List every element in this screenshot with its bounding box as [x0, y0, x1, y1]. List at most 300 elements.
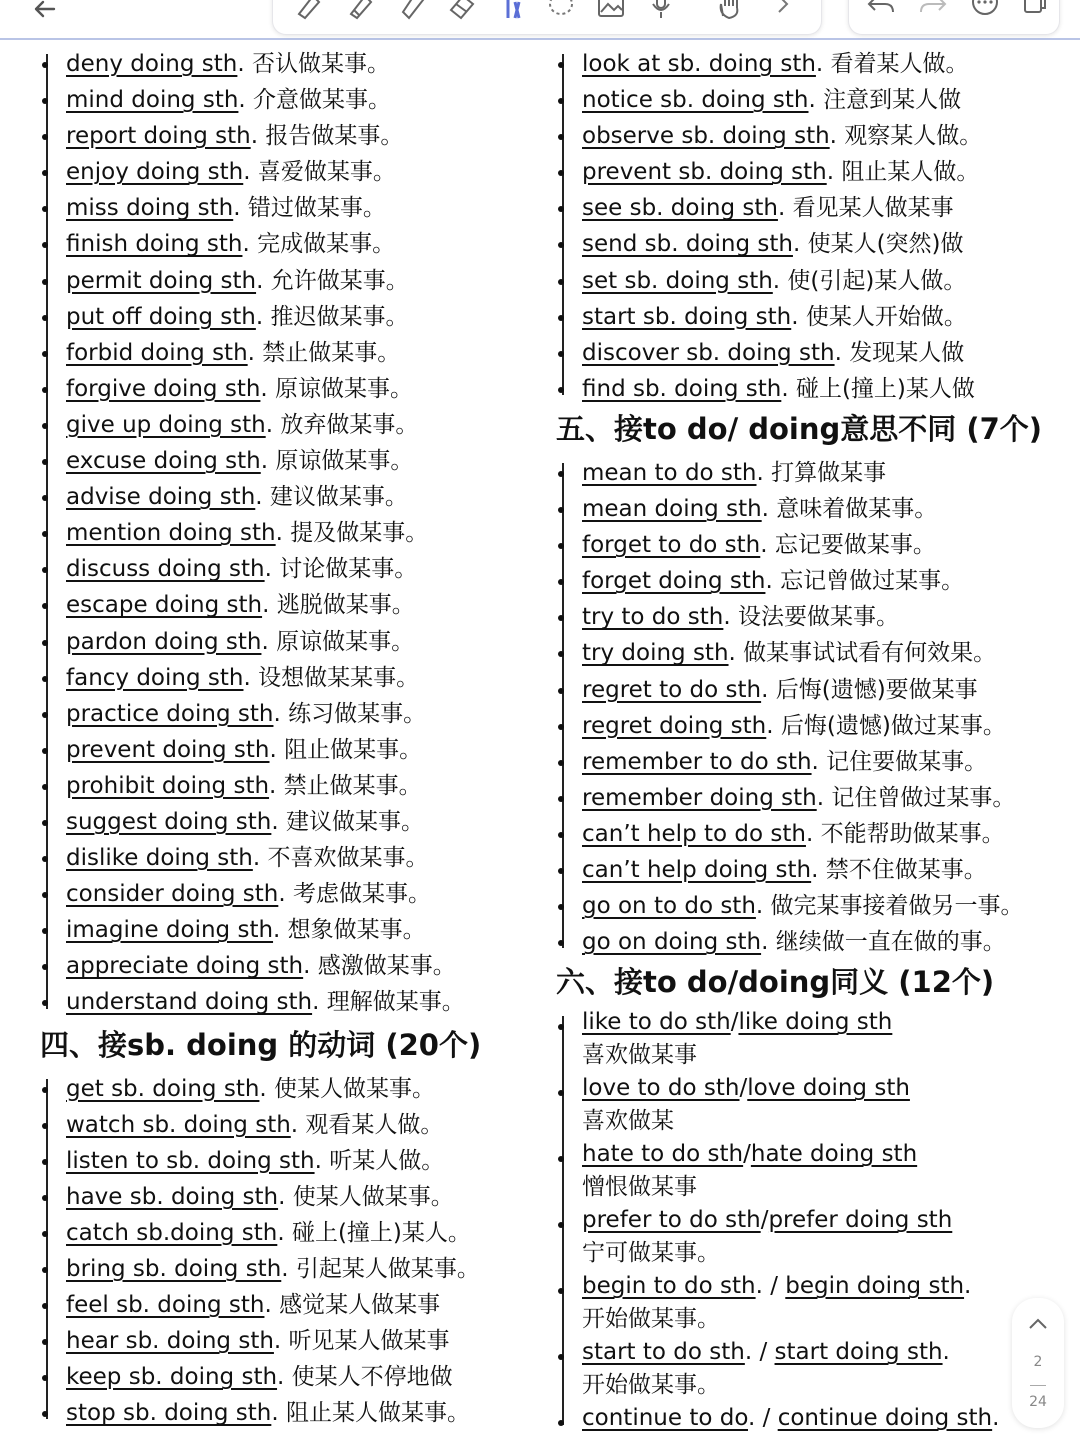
pair-separator: . /: [744, 1339, 775, 1366]
list-item: [66, 477, 540, 513]
separator: .: [808, 87, 824, 114]
section-4-heading: 四、接sb. doing 的动词 (20个): [40, 1027, 482, 1062]
sb-doing-verbs-list: [40, 1069, 540, 1430]
phrase-term: stop sb. doing sth: [66, 1400, 272, 1427]
separator: .: [264, 1292, 280, 1319]
phrase-term: practice doing sth: [66, 700, 274, 727]
separator: .: [256, 267, 271, 294]
separator: .: [260, 448, 276, 475]
highlighter-icon[interactable]: [395, 0, 427, 20]
separator: .: [277, 1364, 292, 1391]
separator: .: [756, 459, 772, 486]
phrase-term: forgive doing sth: [66, 375, 261, 402]
phrase-term: have sb. doing sth: [66, 1183, 279, 1210]
chinese-meaning: 记住要做某事。: [826, 748, 988, 775]
list-item: [66, 1285, 540, 1321]
separator: .: [281, 1256, 296, 1282]
chinese-meaning: 喜欢做某事: [582, 1042, 697, 1069]
separator: .: [269, 772, 284, 799]
page-indicator[interactable]: [1012, 1298, 1064, 1428]
phrase-term: keep sb. doing sth: [66, 1364, 278, 1391]
phrase-term: go on doing sth: [582, 929, 762, 956]
chinese-meaning: 错过做某事。: [247, 195, 386, 222]
list-item: [582, 742, 1066, 778]
chinese-meaning: 逃脱做某事。: [276, 592, 415, 619]
separator: .: [781, 375, 796, 402]
doing-verbs-list: [40, 44, 540, 1019]
phrase-term: try to do sth: [582, 604, 724, 631]
separator: .: [728, 640, 744, 667]
list-item: [582, 886, 1066, 922]
phrase-term: mean doing sth: [582, 496, 762, 523]
list-item: [582, 188, 1066, 224]
chinese-meaning: 感激做某事。: [317, 953, 456, 980]
phrase-term: enjoy doing sth: [66, 159, 244, 186]
list-item: [66, 946, 540, 982]
phrase-term: consider doing sth: [66, 881, 279, 908]
chinese-meaning: 完成做某事。: [257, 231, 396, 258]
phrase-term: catch sb.doing sth: [66, 1219, 278, 1246]
pair-separator: /: [743, 1141, 751, 1168]
list-item: [66, 152, 540, 188]
separator: .: [278, 881, 293, 908]
chinese-meaning: 憎恨做某事: [582, 1174, 697, 1201]
phrase-term: can’t help to do sth: [582, 820, 806, 847]
phrase-term: watch sb. doing sth: [66, 1111, 291, 1138]
list-item: [66, 766, 540, 802]
phrase-term: put off doing sth: [66, 303, 256, 330]
chinese-meaning: 不喜欢做某事。: [267, 845, 429, 872]
synonym-pair: [582, 1006, 1066, 1039]
chinese-meaning: 感觉某人做某事: [279, 1292, 441, 1319]
phrase-term: look at sb. doing sth: [582, 51, 816, 77]
phrase-term: prevent doing sth: [66, 736, 270, 763]
list-item: [66, 585, 540, 621]
to-do-form: love to do sth: [582, 1075, 740, 1102]
separator: .: [816, 784, 832, 811]
list-item: [66, 1105, 540, 1141]
undo-icon[interactable]: [865, 0, 897, 20]
separator: .: [250, 123, 266, 150]
chinese-meaning: 后悔(遗憾)要做某事: [775, 676, 978, 703]
doing-form: hate doing sth: [750, 1141, 918, 1168]
separator: .: [290, 1111, 306, 1138]
chinese-meaning: 理解做某事。: [326, 989, 465, 1016]
edit-tools-group: [848, 0, 1060, 35]
chinese-meaning: 提及做某事。: [290, 520, 429, 547]
list-item: [582, 297, 1066, 333]
chinese-meaning: 放弃做某事。: [280, 411, 419, 438]
chinese-meaning: 使某人不停地做: [291, 1364, 453, 1391]
pair-end: .: [964, 1273, 972, 1300]
chinese-meaning: 使某人做某事。: [274, 1075, 436, 1102]
total-page-count: 24: [1029, 1394, 1047, 1410]
phrase-term: try doing sth: [582, 640, 729, 667]
list-item: [66, 982, 540, 1018]
drawing-tools-group: [272, 0, 822, 35]
chinese-meaning: 观看某人做。: [305, 1111, 444, 1138]
separator: .: [278, 1183, 293, 1210]
synonym-pair: [582, 1072, 1066, 1105]
chinese-meaning: 推迟做某事。: [270, 303, 409, 330]
chinese-meaning: 做某事试试看有何效果。: [743, 640, 997, 667]
list-item: [582, 850, 1066, 886]
phrase-term: dislike doing sth: [66, 845, 253, 872]
pair-separator: /: [739, 1075, 748, 1102]
chinese-meaning: 使(引起)某人做。: [787, 267, 967, 294]
chinese-meaning: 阻止某人做。: [841, 159, 980, 186]
phrase-term: discuss doing sth: [66, 556, 265, 583]
list-item: [66, 405, 540, 441]
separator: .: [264, 556, 280, 583]
separator: .: [312, 989, 327, 1016]
separator: .: [260, 375, 276, 402]
pair-separator: /: [730, 1009, 739, 1036]
list-item: [66, 1249, 540, 1285]
phrase-term: bring sb. doing sth: [66, 1256, 282, 1282]
chinese-meaning: 继续做一直在做的事。: [775, 929, 1006, 956]
chinese-meaning: 练习做某事。: [288, 700, 427, 727]
chinese-meaning: 喜爱做某事。: [257, 159, 396, 186]
to-do-form: like to do sth: [582, 1009, 731, 1036]
doing-form: prefer doing sth: [768, 1207, 953, 1234]
phrase-term: suggest doing sth: [66, 808, 272, 835]
separator: .: [765, 568, 781, 595]
chinese-meaning: 看着某人做。: [830, 51, 969, 77]
list-item: [582, 44, 1066, 80]
phrase-term: send sb. doing sth: [582, 231, 793, 258]
phrase-term: mind doing sth: [66, 87, 239, 114]
list-item: [582, 489, 1066, 525]
chinese-meaning: 建议做某事。: [269, 484, 408, 511]
to-do-form: begin to do sth: [582, 1273, 756, 1300]
separator: .: [255, 303, 271, 330]
lasso-icon[interactable]: [545, 0, 577, 20]
to-do-form: continue to do: [582, 1405, 748, 1432]
phrase-term: mention doing sth: [66, 520, 276, 547]
list-item: [66, 188, 540, 224]
list-item: [66, 333, 540, 369]
list-item: [66, 622, 540, 658]
doing-form: begin doing sth: [785, 1273, 965, 1300]
hand-icon[interactable]: [713, 0, 745, 20]
phrase-term: go on to do sth: [582, 893, 756, 920]
list-item: [66, 730, 540, 766]
separator: .: [265, 411, 281, 438]
list-item: [66, 261, 540, 297]
list-item: [582, 333, 1066, 369]
phrase-term: imagine doing sth: [66, 917, 274, 944]
list-item: [66, 116, 540, 152]
separator: .: [269, 736, 285, 763]
list-item: [66, 910, 540, 946]
synonym-pair: [582, 1336, 1066, 1369]
separator: .: [277, 1219, 292, 1246]
list-item: [582, 597, 1066, 633]
chinese-meaning: 设法要做某事。: [737, 604, 899, 631]
chinese-meaning: 报告做某事。: [265, 123, 404, 150]
separator: .: [760, 532, 775, 559]
list-item: [66, 658, 540, 694]
list-item: [66, 369, 540, 405]
list-item: [582, 561, 1066, 597]
chinese-meaning: 听某人做。: [329, 1147, 445, 1174]
separator: .: [243, 159, 258, 186]
list-item: [582, 261, 1066, 297]
current-page-number: 2: [1033, 1354, 1043, 1370]
phrase-term: observe sb. doing sth: [582, 123, 830, 150]
list-item: [66, 1357, 540, 1393]
chinese-meaning: 讨论做某事。: [279, 556, 418, 583]
chinese-meaning: 原谅做某事。: [275, 448, 414, 475]
chinese-meaning: 忘记要做某事。: [774, 532, 936, 559]
separator: .: [792, 231, 808, 258]
list-item: [66, 297, 540, 333]
separator: .: [829, 123, 845, 150]
phrase-term: regret doing sth: [582, 712, 767, 739]
separator: .: [275, 520, 291, 547]
synonym-pair: [582, 1138, 1066, 1171]
separator: .: [791, 303, 806, 330]
doing-form: start doing sth: [774, 1339, 943, 1366]
separator: .: [761, 496, 777, 523]
phrase-term: hear sb. doing sth: [66, 1328, 274, 1355]
phrase-term: find sb. doing sth: [582, 375, 782, 402]
separator: .: [805, 820, 821, 847]
chinese-meaning: 开始做某事。: [582, 1306, 720, 1333]
pen-icon[interactable]: [293, 0, 325, 20]
image-icon[interactable]: [595, 0, 627, 20]
list-item: [582, 224, 1066, 260]
list-item: [66, 80, 540, 116]
phrase-term: see sb. doing sth: [582, 195, 778, 222]
list-item: [66, 1213, 540, 1249]
separator: .: [259, 1075, 275, 1102]
separator: .: [273, 700, 289, 727]
chinese-meaning: 看见某人做某事: [792, 195, 954, 222]
phrase-term: start sb. doing sth: [582, 303, 792, 330]
separator: .: [755, 893, 771, 920]
left-column: [40, 44, 540, 1429]
chevron-right-icon[interactable]: [767, 0, 799, 20]
separator: .: [815, 51, 831, 77]
phrase-term: listen to sb. doing sth: [66, 1147, 315, 1174]
section-5-heading: 五、接to do/ doing意思不同 (7个): [556, 411, 1043, 446]
separator: .: [242, 231, 258, 258]
to-do-doing-synonym-list: [556, 1006, 1066, 1435]
separator: .: [237, 51, 253, 77]
chinese-meaning: 阻止某人做某事。: [285, 1400, 470, 1427]
separator: .: [243, 664, 259, 691]
phrase-term: miss doing sth: [66, 195, 234, 222]
phrase-term: fancy doing sth: [66, 664, 244, 691]
list-item: [582, 152, 1066, 188]
chinese-meaning: 发现某人做: [849, 339, 965, 366]
chinese-meaning: 引起某人做某事。: [295, 1256, 480, 1282]
pair-separator: . /: [755, 1273, 786, 1300]
pencil-icon[interactable]: [345, 0, 377, 20]
list-item: [582, 80, 1066, 116]
phrase-term: finish doing sth: [66, 231, 243, 258]
right-column: [556, 44, 1066, 1435]
phrase-term: prevent sb. doing sth: [582, 159, 827, 186]
phrase-term: advise doing sth: [66, 484, 256, 511]
list-item: [66, 1069, 540, 1105]
list-item: [66, 874, 540, 910]
chinese-meaning: 做完某事接着做另一事。: [770, 893, 1024, 920]
separator: .: [766, 712, 781, 739]
chinese-meaning: 使某人做某事。: [292, 1183, 454, 1210]
list-item: [66, 802, 540, 838]
phrase-term: prohibit doing sth: [66, 772, 270, 799]
list-item: [582, 670, 1066, 706]
chinese-meaning: 阻止做某事。: [284, 736, 423, 763]
separator: .: [303, 953, 318, 980]
doing-form: like doing sth: [738, 1009, 893, 1036]
list-item: [66, 1321, 540, 1357]
phrase-term: get sb. doing sth: [66, 1075, 260, 1102]
chinese-meaning: 开始做某事。: [582, 1372, 720, 1399]
separator: .: [723, 604, 738, 631]
list-item: [582, 778, 1066, 814]
page-divider: [1030, 1385, 1046, 1386]
separator: .: [252, 845, 268, 872]
chinese-meaning: 听见某人做某事: [288, 1328, 450, 1355]
separator: .: [772, 267, 788, 294]
synonym-pair: [582, 1402, 1066, 1435]
redo-icon[interactable]: [917, 0, 949, 20]
chinese-meaning: 禁止做某事。: [262, 339, 401, 366]
chinese-meaning: 建议做某事。: [285, 808, 424, 835]
separator: .: [262, 592, 277, 619]
separator: .: [273, 1328, 289, 1355]
phrase-term: notice sb. doing sth: [582, 87, 809, 114]
phrase-term: permit doing sth: [66, 267, 257, 294]
separator: .: [811, 856, 826, 883]
chinese-meaning: 禁止做某事。: [283, 772, 422, 799]
scroll-up-chevron-icon[interactable]: [1026, 1316, 1050, 1332]
pair-end: .: [942, 1339, 950, 1366]
chinese-meaning: 原谅做某事。: [275, 375, 414, 402]
to-do-vs-doing-list: [556, 453, 1066, 958]
top-toolbar: [0, 0, 1080, 40]
chinese-meaning: 使某人(突然)做: [807, 231, 964, 258]
phrase-term: deny doing sth: [66, 51, 238, 77]
list-item: [66, 441, 540, 477]
chinese-meaning: 观察某人做。: [844, 123, 983, 150]
list-item: [66, 1393, 540, 1429]
phrase-term: set sb. doing sth: [582, 267, 773, 294]
chinese-meaning: 原谅做某事。: [276, 628, 415, 655]
list-item: [66, 838, 540, 874]
list-item: [582, 814, 1066, 850]
chinese-meaning: 想象做某事。: [287, 917, 426, 944]
list-item: [66, 224, 540, 260]
phrase-term: forget doing sth: [582, 568, 766, 595]
separator: .: [261, 628, 277, 655]
chinese-meaning: 喜欢做某: [582, 1108, 674, 1135]
list-item: [66, 549, 540, 585]
microphone-icon[interactable]: [645, 0, 677, 20]
chinese-meaning: 介意做某事。: [253, 87, 392, 114]
chinese-meaning: 考虑做某事。: [292, 881, 431, 908]
phrase-term: regret to do sth: [582, 676, 762, 703]
separator: .: [777, 195, 793, 222]
list-item: [66, 694, 540, 730]
list-item: [66, 513, 540, 549]
separator: .: [834, 339, 850, 366]
list-item: [66, 1141, 540, 1177]
sb-doing-verbs-list-continued: [556, 44, 1066, 405]
to-do-form: start to do sth: [582, 1339, 745, 1366]
chinese-meaning: 注意到某人做: [823, 87, 962, 114]
phrase-term: mean to do sth: [582, 459, 757, 486]
chinese-meaning: 记住曾做过某事。: [831, 784, 1016, 811]
separator: .: [761, 676, 776, 703]
synonym-pair: [582, 1270, 1066, 1303]
pair-separator: /: [760, 1207, 769, 1234]
list-item: [582, 453, 1066, 489]
separator: .: [271, 808, 286, 835]
chinese-meaning: 禁不住做某事。: [825, 856, 987, 883]
pair-separator: . /: [748, 1405, 778, 1432]
eraser-icon[interactable]: [445, 0, 477, 20]
to-do-form: prefer to do sth: [582, 1207, 761, 1234]
doing-form: love doing sth: [747, 1075, 910, 1102]
more-icon[interactable]: [969, 0, 1001, 20]
list-item: [66, 44, 540, 80]
separator: .: [233, 195, 248, 222]
list-item: [582, 922, 1066, 958]
phrase-term: can’t help doing sth: [582, 856, 812, 883]
separator: .: [238, 87, 254, 114]
phrase-term: remember doing sth: [582, 784, 817, 811]
copy-pages-icon[interactable]: [1019, 0, 1051, 20]
chinese-meaning: 忘记曾做过某事。: [780, 568, 965, 595]
phrase-term: pardon doing sth: [66, 628, 262, 655]
phrase-term: excuse doing sth: [66, 448, 261, 475]
phrase-term: feel sb. doing sth: [66, 1292, 265, 1319]
chinese-meaning: 意味着做某事。: [776, 496, 938, 523]
chinese-meaning: 宁可做某事。: [582, 1240, 720, 1267]
back-arrow-icon[interactable]: [28, 0, 62, 26]
separator: .: [247, 339, 263, 366]
phrase-term: forbid doing sth: [66, 339, 248, 366]
text-tool-icon[interactable]: [495, 0, 527, 20]
separator: .: [273, 917, 288, 944]
separator: .: [811, 748, 827, 775]
chinese-meaning: 不能帮助做某事。: [820, 820, 1005, 847]
list-item: [582, 116, 1066, 152]
list-item: [582, 369, 1066, 405]
phrase-term: escape doing sth: [66, 592, 263, 619]
separator: .: [314, 1147, 330, 1174]
doing-form: continue doing sth: [777, 1405, 993, 1432]
separator: .: [826, 159, 842, 186]
synonym-pair: [582, 1204, 1066, 1237]
list-item: [582, 525, 1066, 561]
phrase-term: understand doing sth: [66, 989, 313, 1016]
separator: .: [271, 1400, 286, 1427]
phrase-term: report doing sth: [66, 123, 251, 150]
phrase-term: give up doing sth: [66, 411, 266, 438]
section-6-heading: 六、接to do/doing同义 (12个): [556, 965, 995, 1000]
phrase-term: discover sb. doing sth: [582, 339, 835, 366]
chinese-meaning: 否认做某事。: [252, 51, 391, 77]
list-item: [582, 706, 1066, 742]
to-do-form: hate to do sth: [582, 1141, 744, 1168]
phrase-term: forget to do sth: [582, 532, 761, 559]
